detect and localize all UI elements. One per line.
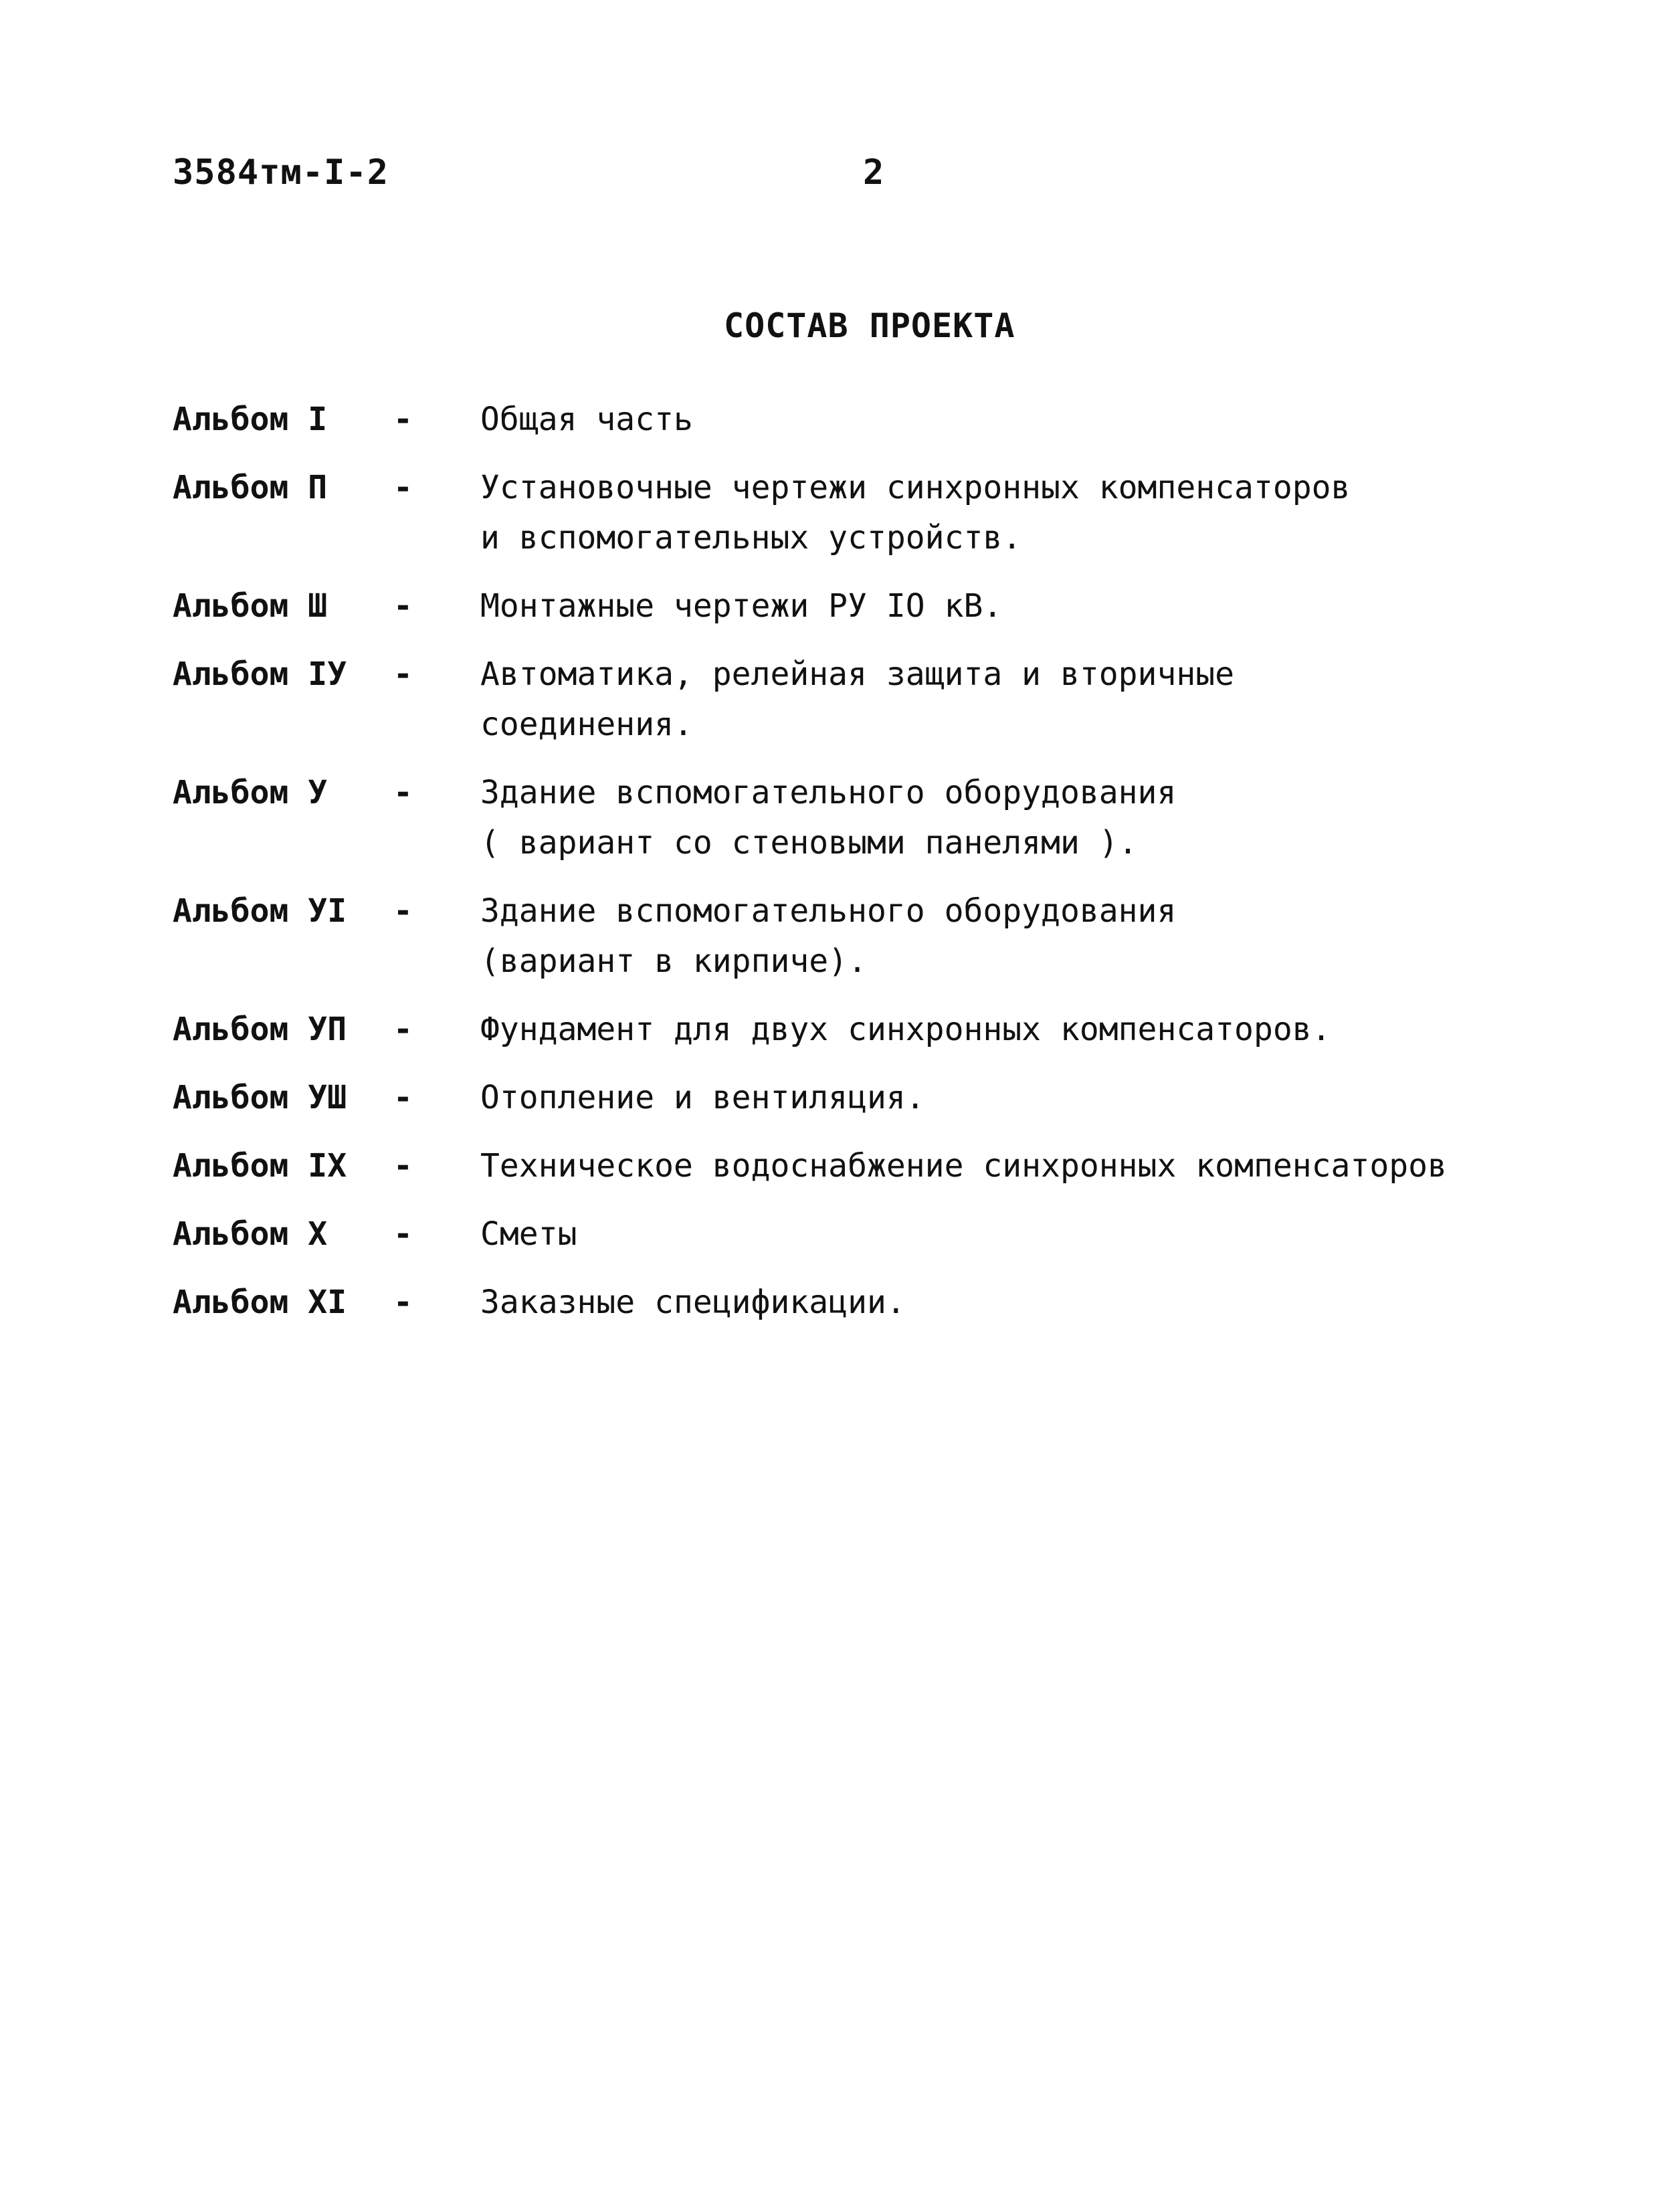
page-number: 2 <box>863 153 884 193</box>
document-code: 3584тм-I-2 <box>173 153 389 193</box>
album-entry-5 <box>173 768 1577 868</box>
album-description <box>480 463 1577 563</box>
separator-dash: - <box>393 892 413 930</box>
description-line: Заказные спецификации. <box>480 1284 906 1321</box>
separator-dash: - <box>393 1079 413 1116</box>
album-label: Альбом У <box>173 774 328 811</box>
album-label: Альбом X <box>173 1215 328 1253</box>
description-line: (вариант в кирпиче). <box>480 942 867 980</box>
separator-dash: - <box>393 401 413 438</box>
album-label: Альбом XI <box>173 1284 347 1321</box>
description-line: Установочные чертежи синхронных компенсаторов <box>480 469 1351 506</box>
album-entry-7 <box>173 1005 1577 1055</box>
album-description <box>480 395 1577 445</box>
album-entry-2 <box>173 463 1577 563</box>
album-entry-10 <box>173 1209 1577 1260</box>
album-label: Альбом УП <box>173 1011 347 1048</box>
description-line: Здание вспомогательного оборудования <box>480 774 1177 811</box>
description-line: Фундамент для двух синхронных компенсаторов. <box>480 1011 1331 1048</box>
album-label: Альбом УШ <box>173 1079 347 1116</box>
description-line: Общая часть <box>480 401 693 438</box>
separator-dash: - <box>393 1284 413 1321</box>
section-title: СОСТАВ ПРОЕКТА <box>724 306 1015 345</box>
album-description <box>480 1073 1577 1123</box>
album-entry-9 <box>173 1141 1577 1191</box>
album-entry-4 <box>173 649 1577 750</box>
album-label: Альбом Ш <box>173 587 328 625</box>
description-line: ( вариант со стеновыми панелями ). <box>480 824 1138 862</box>
album-label: Альбом УI <box>173 892 347 930</box>
separator-dash: - <box>393 1215 413 1253</box>
description-line: соединения. <box>480 706 693 743</box>
separator-dash: - <box>393 469 413 506</box>
album-description <box>480 886 1577 987</box>
album-description <box>480 581 1577 631</box>
album-description <box>480 1005 1577 1055</box>
album-label: Альбом IУ <box>173 656 347 693</box>
separator-dash: - <box>393 1011 413 1048</box>
album-entry-11 <box>173 1278 1577 1328</box>
description-line: Отопление и вентиляция. <box>480 1079 925 1116</box>
album-list <box>173 395 1577 1346</box>
separator-dash: - <box>393 774 413 811</box>
album-description <box>480 649 1577 750</box>
album-entry-3 <box>173 581 1577 631</box>
separator-dash: - <box>393 656 413 693</box>
description-line: Здание вспомогательного оборудования <box>480 892 1177 930</box>
album-label: Альбом I <box>173 401 328 438</box>
separator-dash: - <box>393 1147 413 1185</box>
album-description <box>480 1278 1577 1328</box>
description-line: Монтажные чертежи РУ IO кВ. <box>480 587 1003 625</box>
album-entry-6 <box>173 886 1577 987</box>
album-description <box>480 1141 1577 1191</box>
album-description <box>480 768 1577 868</box>
separator-dash: - <box>393 587 413 625</box>
album-description <box>480 1209 1577 1260</box>
album-entry-8 <box>173 1073 1577 1123</box>
description-line: и вспомогательных устройств. <box>480 519 1022 557</box>
album-label: Альбом П <box>173 469 328 506</box>
album-label: Альбом IX <box>173 1147 347 1185</box>
description-line: Сметы <box>480 1215 577 1253</box>
album-entry-1 <box>173 395 1577 445</box>
description-line: Автоматика, релейная защита и вторичные <box>480 656 1235 693</box>
description-line: Техническое водоснабжение синхронных компенсаторов <box>480 1147 1447 1185</box>
